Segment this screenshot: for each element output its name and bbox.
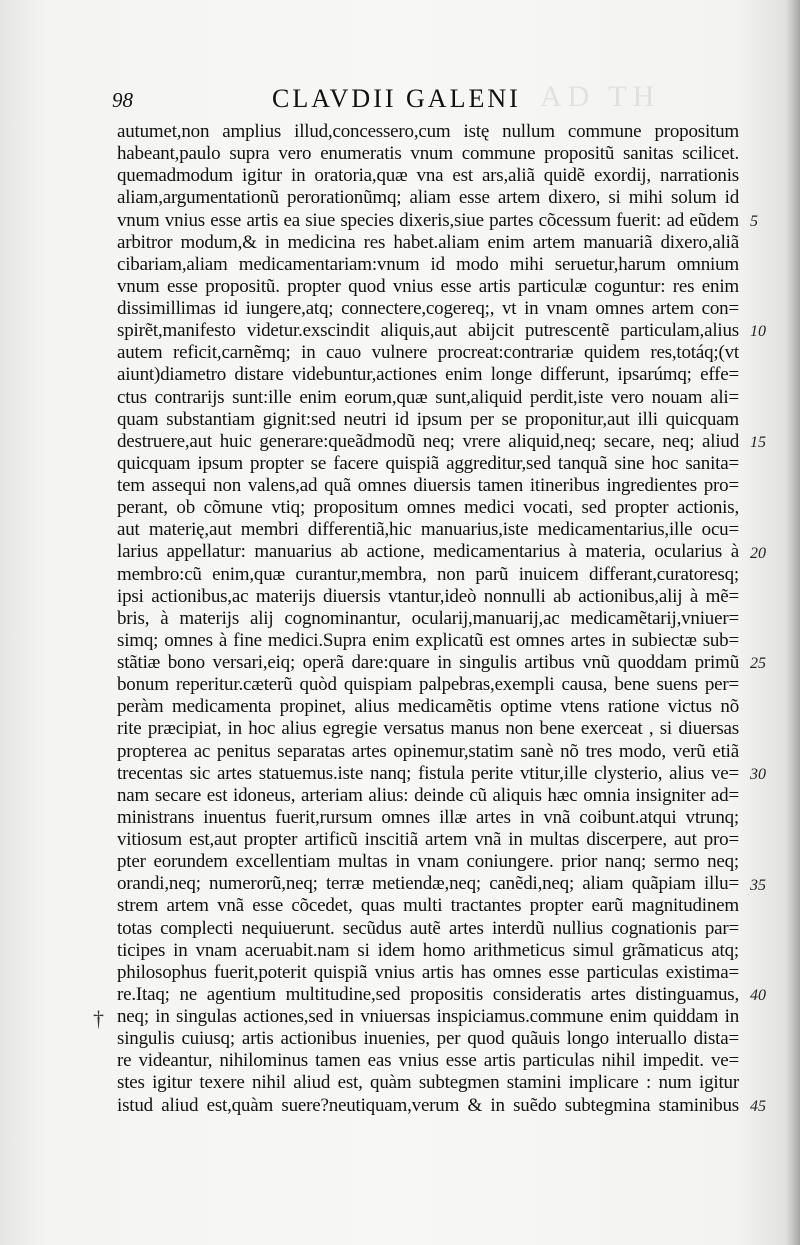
- line-number: 40: [750, 987, 766, 1005]
- line-number: 15: [750, 433, 766, 451]
- page-header: [112, 84, 742, 114]
- text-line: aut materię,aut membri differentiã,hic manuarius,iste medicamentarius,ille ocu=: [117, 519, 739, 541]
- text-line: vitiosum est,aut propter artificũ inscitiã artem vnã in multas discerpere, aut pro=: [117, 829, 739, 850]
- line-number: 25: [750, 655, 766, 673]
- text-line: ticipes in vnam aceruabit.nam si idem homo arithmeticus simul grãmaticus atq;: [117, 939, 739, 961]
- text-line: spirẽt,manifesto videtur.exscindit aliquis,aut abijcit putrescentẽ particulam,alius: [117, 320, 739, 342]
- text-line: cibariam,aliam medicamentariam:vnum id modo mihi seruetur,harum omnium: [117, 253, 739, 275]
- line-number: 5: [750, 212, 758, 230]
- text-line: larius appellatur: manuarius ab actione, medicamentarius à materia, ocularius à: [117, 541, 739, 563]
- text-line: aliam,argumentationũ perorationũmq; aliam esse artem dixero, si mihi solum id: [117, 187, 739, 209]
- text-line: destruere,aut huic generare:queãdmodũ neq; vrere aliquid,neq; secare, neq; aliud: [117, 430, 739, 452]
- text-line: simq; omnes à fine medici.Supra enim explicatũ est omnes artes in subiectæ sub=: [117, 629, 739, 651]
- text-line: perant, ob cõmune vtiq; propositum omnes medici vocati, sed propter actionis,: [117, 497, 739, 519]
- text-line: singulis cuiusq; artis actionibus inuenies, per quod quãuis longo interuallo dista=: [117, 1028, 739, 1050]
- margin-dagger-mark: †: [93, 1006, 104, 1031]
- text-line: quam substantiam gignit:sed neutri id ipsum per se proponitur,aut illi quicquam: [117, 408, 739, 430]
- line-number: 35: [750, 876, 766, 894]
- text-line: nam secare est idoneus, arteriam alius: deinde cũ aliquis hæc omnia insigniter ad=: [117, 784, 739, 806]
- text-line: trecentas sic artes statuemus.iste nanq; fistula perite vtitur,ille clysterio, alius ve=: [117, 762, 739, 784]
- text-line: aiunt)diametro distare videbuntur,actiones enim longe differunt, ipsarúmq; effe=: [117, 364, 739, 386]
- line-number: 45: [750, 1098, 766, 1116]
- text-line: vnum esse propositũ. propter quod vnius esse artis particulæ coguntur: res enim: [117, 275, 739, 297]
- line-number: 30: [750, 766, 766, 784]
- bleed-through-text: AD TH: [540, 80, 661, 113]
- text-line: stãtiæ bono versari,eiq; operã dare:quare in singulis artibus vnũ quoddam primũ: [117, 652, 739, 673]
- text-line: quicquam ipsum propter se facere quispiã aggreditur,sed tanquã sine hoc sanita=: [117, 452, 739, 474]
- text-line: neq; in singulas actiones,sed in vniuersas inspiciamus.commune enim quiddam in: [117, 1006, 739, 1027]
- text-line: autumet,non amplius illud,concessero,cum istę nullum commune propositum: [117, 121, 739, 142]
- text-line: totas complecti nequiuerunt. secũdus autẽ artes interdũ nullius cognationis par=: [117, 917, 739, 939]
- text-line: membro:cũ enim,quæ curantur,membra, non parũ inuicem differant,curatoresq;: [117, 563, 739, 585]
- text-line: orandi,neq; numerorũ,neq; terræ metiendæ,neq; canẽdi,neq; aliam quãpiam illu=: [117, 873, 739, 895]
- gutter-shadow: [786, 0, 800, 1245]
- running-head: CLAVDII GALENI: [272, 84, 521, 113]
- folio-number: 98: [112, 88, 133, 112]
- text-line: rite præcipiat, in hoc alius egregie versatus manus non bene exerceat , si diuersas: [117, 718, 739, 740]
- text-line: ministrans inuentus fuerit,rursum omnes illæ artes in vnã coibunt.atqui vtrunq;: [117, 806, 739, 828]
- text-line: ctus contrarijs sunt:ille enim eorum,quæ sunt,aliquid perdit,iste vero nouam ali=: [117, 386, 739, 408]
- text-line: bonum reperitur.cæterũ quòd quispiam palpebras,exempli causa, bene suens per=: [117, 674, 739, 696]
- line-number: 20: [750, 544, 766, 562]
- text-line: istud aliud est,quàm suere?neutiquam,verum & in suẽdo subtegmina staminibus: [117, 1094, 739, 1116]
- text-line: arbitror modum,& in medicina res habet.aliam enim artem manuariã dixero,aliã: [117, 231, 739, 253]
- text-line: ipsi actionibus,ac materijs diuersis vtantur,ideò nonnulli ab actionibus,alij à mẽ=: [117, 585, 739, 607]
- text-line: pter eorundem excellentiam multas in vnam coniungere. prior nanq; sermo neq;: [117, 851, 739, 873]
- text-line: autem reficit,carnẽmq; in cauo vulnere procreat:contrariæ quidem res,totáq;(vt: [117, 342, 739, 364]
- text-line: strem artem vnã esse cõcedet, quas multi tractantes propter earũ magnitudinem: [117, 895, 739, 917]
- line-number: 10: [750, 323, 766, 341]
- text-line: tem assequi non valens,ad quã omnes diuersis tamen itineribus ingredientes pro=: [117, 475, 739, 496]
- text-line: peràm medicamenta propinet, alius medicamẽtis optime vtens ratione victus nõ: [117, 696, 739, 718]
- text-line: philosophus fuerit,poterit quispiã vnius artis has omnes esse particulas existima=: [117, 961, 739, 983]
- text-line: stes igitur texere nihil aliud est, quàm subtegmen stamini implicare : num igitur: [117, 1072, 739, 1094]
- text-line: vnum vnius esse artis ea siue species dixeris,siue partes cõcessum fuerit: ad eũdem: [117, 209, 739, 231]
- text-line: propterea ac penitus separatas artes opinemur,statim sanè nõ tres modo, verũ etiã: [117, 740, 739, 762]
- text-line: re.Itaq; ne agentium multitudine,sed propositis consideratis artes distinguamus,: [117, 983, 739, 1005]
- text-line: dissimillimas id iungere,atq; connectere,cogereq;, vt in vnam omnes artem con=: [117, 298, 739, 319]
- text-line: quemadmodum igitur in oratoria,quæ vna est ars,aliã quidẽ exordij, narrationis: [117, 165, 739, 187]
- text-line: habeant,paulo supra vero enumeratis vnum commune propositũ sanitas scilicet.: [117, 143, 739, 165]
- text-line: re videantur, nihilominus tamen eas vnius esse artis particulas nihil impedit. ve=: [117, 1050, 739, 1072]
- text-line: bris, à materijs alij cognominantur, ocularij,manuarij,ac medicamẽtarij,vniuer=: [117, 607, 739, 629]
- body-text: [117, 121, 739, 1117]
